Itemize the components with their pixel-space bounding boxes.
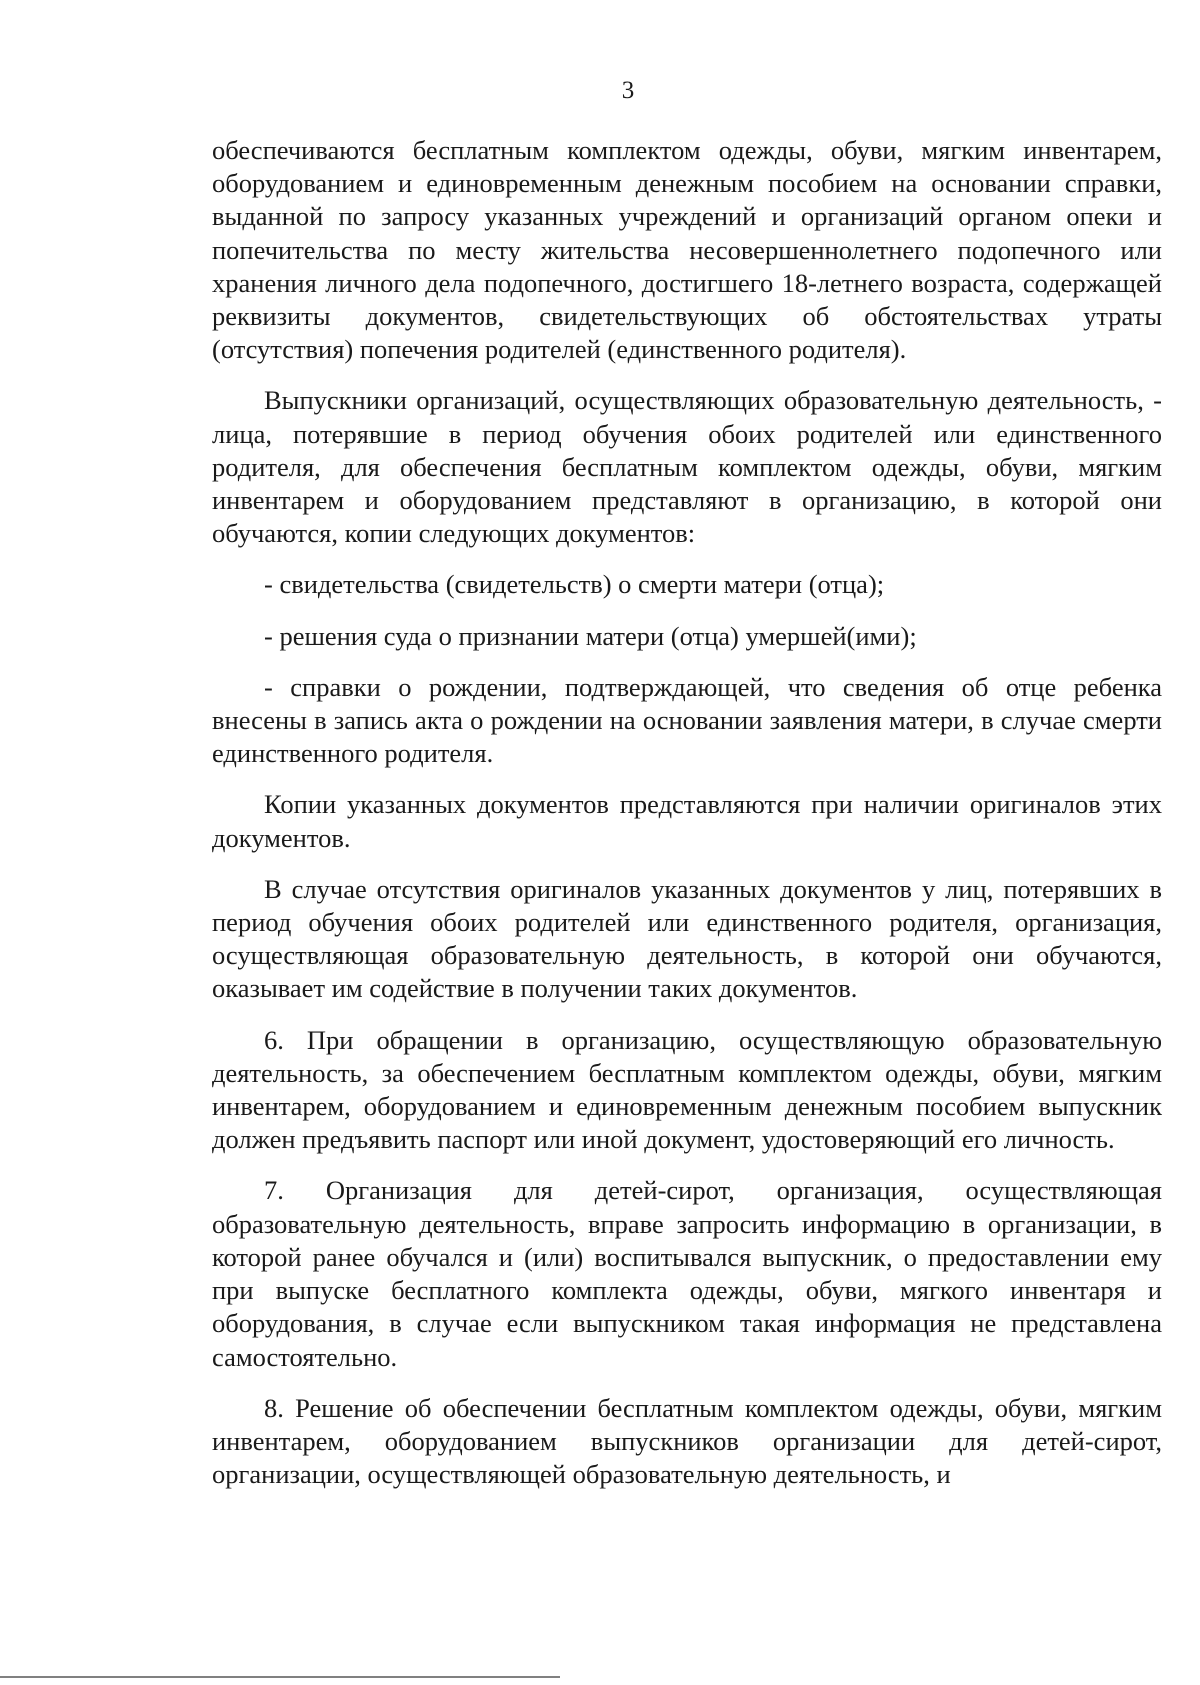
list-item-birth-certificate: - справки о рождении, подтверждающей, что сведения об отце ребенка внесены в запись акта о рождении на основании заявления матери, в случае смерти единственного родителя. <box>212 671 1162 769</box>
paragraph-copies-originals: Копии указанных документов представляются при наличии оригиналов этих документов. <box>212 789 1162 853</box>
document-body <box>212 134 1162 1491</box>
paragraph-item-8: 8. Решение об обеспечении бесплатным комплектом одежды, обуви, мягким инвентарем, оборудованием выпускников организации для детей-сирот, организации, осуществляющей образовательную деятельность, и <box>212 1392 1162 1490</box>
list-item-death-certificate: - свидетельства (свидетельств) о смерти матери (отца); <box>264 569 885 600</box>
paragraph-item-6: 6. При обращении в организацию, осуществляющую образовательную деятельность, за обеспечением бесплатным комплектом одежды, обуви, мягким инвентарем, оборудованием и единовременным денежным пособием выпускник должен предъявить паспорт или иной документ, удостоверяющий его личность. <box>212 1024 1162 1155</box>
paragraph-item-7: 7. Организация для детей-сирот, организация, осуществляющая образовательную деятельность, вправе запросить информацию в организации, в которой ранее обучался и (или) воспитывался выпускник, о предоставлении ему при выпуске бесплатного комплекта одежды, обуви, мягкого инвентаря и оборудования, в случае если выпускником такая информация не представлена самостоятельно. <box>212 1175 1162 1372</box>
page-number: 3 <box>621 77 635 104</box>
footer-divider <box>0 1676 560 1678</box>
paragraph-continuation: обеспечиваются бесплатным комплектом одежды, обуви, мягким инвентарем, оборудованием и единовременным денежным пособием на основании справки, выданной по запросу указанных учреждений и организаций органом опеки и попечительства по месту жительства несовершеннолетнего подопечного или хранения личного дела подопечного, достигшего 18-летнего возраста, содержащей реквизиты документов, свидетельствующих об обстоятельствах утраты (отсутствия) попечения родителей (единственного родителя). <box>212 135 1162 365</box>
paragraph-graduates-documents: Выпускники организаций, осуществляющих образовательную деятельность, - лица, потерявшие в период обучения обоих родителей или единственного родителя, для обеспечения бесплатным комплектом одежды, обуви, мягким инвентарем и оборудованием представляют в организацию, в которой они обучаются, копии следующих документов: <box>212 385 1162 549</box>
paragraph-missing-originals: В случае отсутствия оригиналов указанных документов у лиц, потерявших в период обучения обоих родителей или единственного родителя, организация, осуществляющая образовательную деятельность, в которой они обучаются, оказывает им содействие в получении таких документов. <box>212 873 1162 1004</box>
list-item-court-decision: - решения суда о признании матери (отца) умершей(ими); <box>264 620 917 651</box>
